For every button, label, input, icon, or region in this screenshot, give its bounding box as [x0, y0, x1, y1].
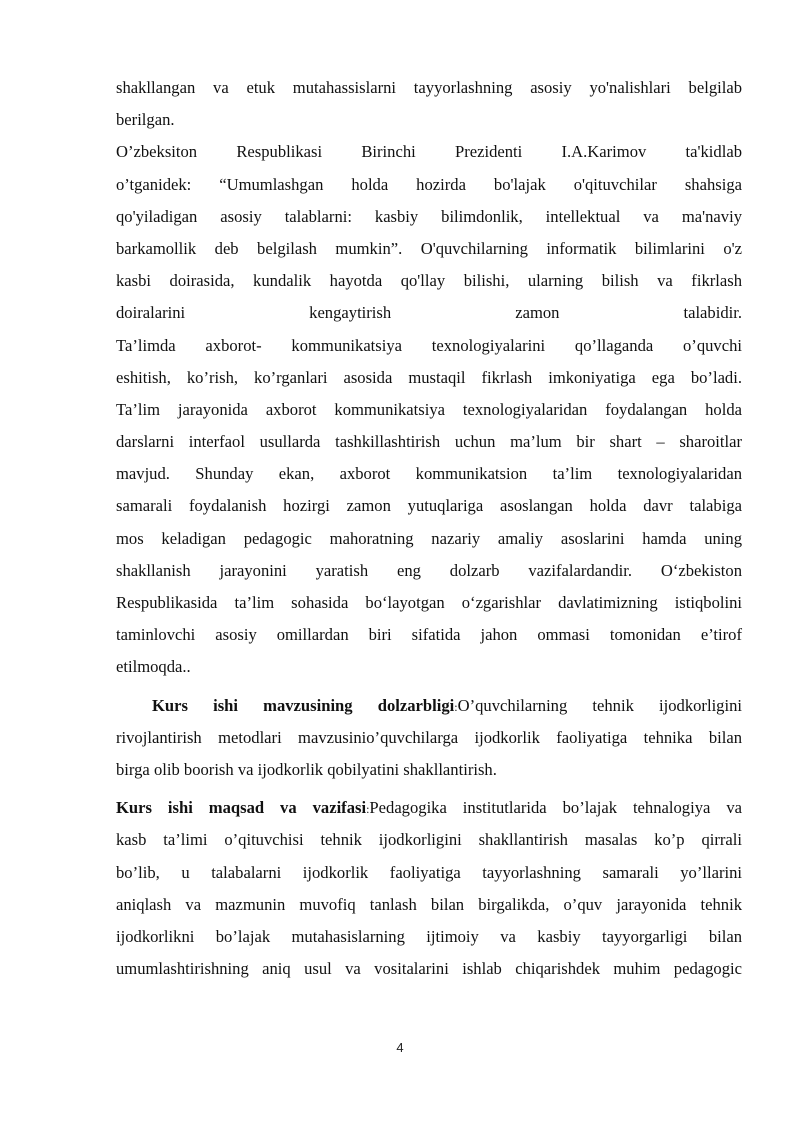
text-line: umumlashtirishning aniq usul va vositalarini ishlab chiqarishdek muhim pedagogic — [116, 959, 742, 979]
text-line: rivojlantirish metodlari mavzusinio’quvchilarga ijodkorlik faoliyatiga tehnika bilan — [116, 727, 742, 747]
text-line: aniqlash va mazmunin muvofiq tanlash bilan birgalikda, o’quv jarayonida tehnik — [116, 894, 742, 914]
text-line: Ta’lim jarayonida axborot kommunikatsiya texnologiyalaridan foydalangan holda — [116, 399, 742, 419]
text-line: O’zbeksiton Respublikasi Birinchi Prezidenti I.A.Karimov ta'kidlab — [116, 142, 742, 162]
text-line: eshitish, ko’rish, ko’rganlari asosida mustaqil fikrlash imkoniyatiga ega bo’ladi. — [116, 367, 742, 387]
text-line — [116, 690, 742, 722]
section-heading-relevance: Kurs ishi mavzusining dolzarbligi — [152, 695, 455, 715]
text-line: kasb ta’limi o’qituvchisi tehnik ijodkorligini shakllantirish masalas ko’p qirrali — [116, 830, 742, 850]
paragraph-2 — [116, 136, 742, 329]
text-line: doiralarini kengaytirish zamon talabidir. — [116, 303, 742, 323]
text-line: mavjud. Shunday ekan, axborot kommunikatsion ta’lim texnologiyalaridan — [116, 464, 742, 484]
text-run: O’quvchilarning tehnik ijodkorligini — [457, 695, 742, 715]
text-line: samarali foydalanish hozirgi zamon yutuqlariga asoslangan holda davr talabiga — [116, 496, 742, 516]
text-line: darslarni interfaol usullarda tashkillashtirish uchun ma’lum bir shart – sharoitlar — [116, 432, 742, 452]
text-line: ijodkorlikni bo’lajak mutahasislarning ijtimoiy va kasbiy tayyorgarligi bilan — [116, 926, 742, 946]
text-line: taminlovchi asosiy omillardan biri sifatida jahon ommasi tomonidan e’tirof — [116, 625, 742, 645]
text-line: berilgan. — [116, 110, 175, 130]
text-line: shakllanish jarayonini yaratish eng dolzarb vazifalardandir. O‘zbekiston — [116, 560, 742, 580]
text-line: kasbi doirasida, kundalik hayotda qo'llay bilishi, ularning bilish va fikrlash — [116, 271, 742, 291]
heading-colon: : — [366, 802, 370, 817]
text-line: bo’lib, u talabalarni ijodkorlik faoliyatiga tayyorlashning samarali yo’llarini — [116, 862, 742, 882]
heading-colon: : — [454, 699, 458, 714]
text-line — [116, 792, 742, 824]
text-line: mos keladigan pedagogic mahoratning nazariy amaliy asoslarini hamda uning — [116, 528, 742, 548]
text-line: shakllangan va etuk mutahassislarni tayyorlashning asosiy yo'nalishlari belgilab — [116, 78, 742, 97]
section-heading-goals: Kurs ishi maqsad va vazifasi — [116, 798, 367, 818]
paragraph-relevance — [116, 690, 742, 787]
text-line: birga olib boorish va ijodkorlik qobilyatini shakllantirish. — [116, 759, 497, 779]
text-line: qo'yiladigan asosiy talablarni: kasbiy bilimdonlik, intellektual va ma'naviy — [116, 206, 742, 226]
text-line: o’tganidek: “Umumlashgan holda hozirda bo'lajak o'qituvchilar shahsiga — [116, 174, 742, 194]
paragraph-goals — [116, 792, 742, 985]
paragraph-3 — [116, 330, 742, 684]
text-line: Ta’limda axborot- kommunikatsiya texnologiyalarini qo’llaganda o’quvchi — [116, 335, 742, 355]
paragraph-1 — [116, 72, 742, 136]
text-line: Respublikasida ta’lim sohasida bo‘layotgan o‘zgarishlar davlatimizning istiqbolini — [116, 593, 742, 612]
text-line: etilmoqda.. — [116, 657, 191, 677]
text-run: Pedagogika institutlarida bo’lajak tehnalogiya va — [369, 798, 742, 818]
page-number: 4 — [396, 1040, 404, 1055]
text-line: barkamollik deb belgilash mumkin”. O'quvchilarning informatik bilimlarini o'z — [116, 238, 742, 258]
document-page — [116, 72, 742, 985]
